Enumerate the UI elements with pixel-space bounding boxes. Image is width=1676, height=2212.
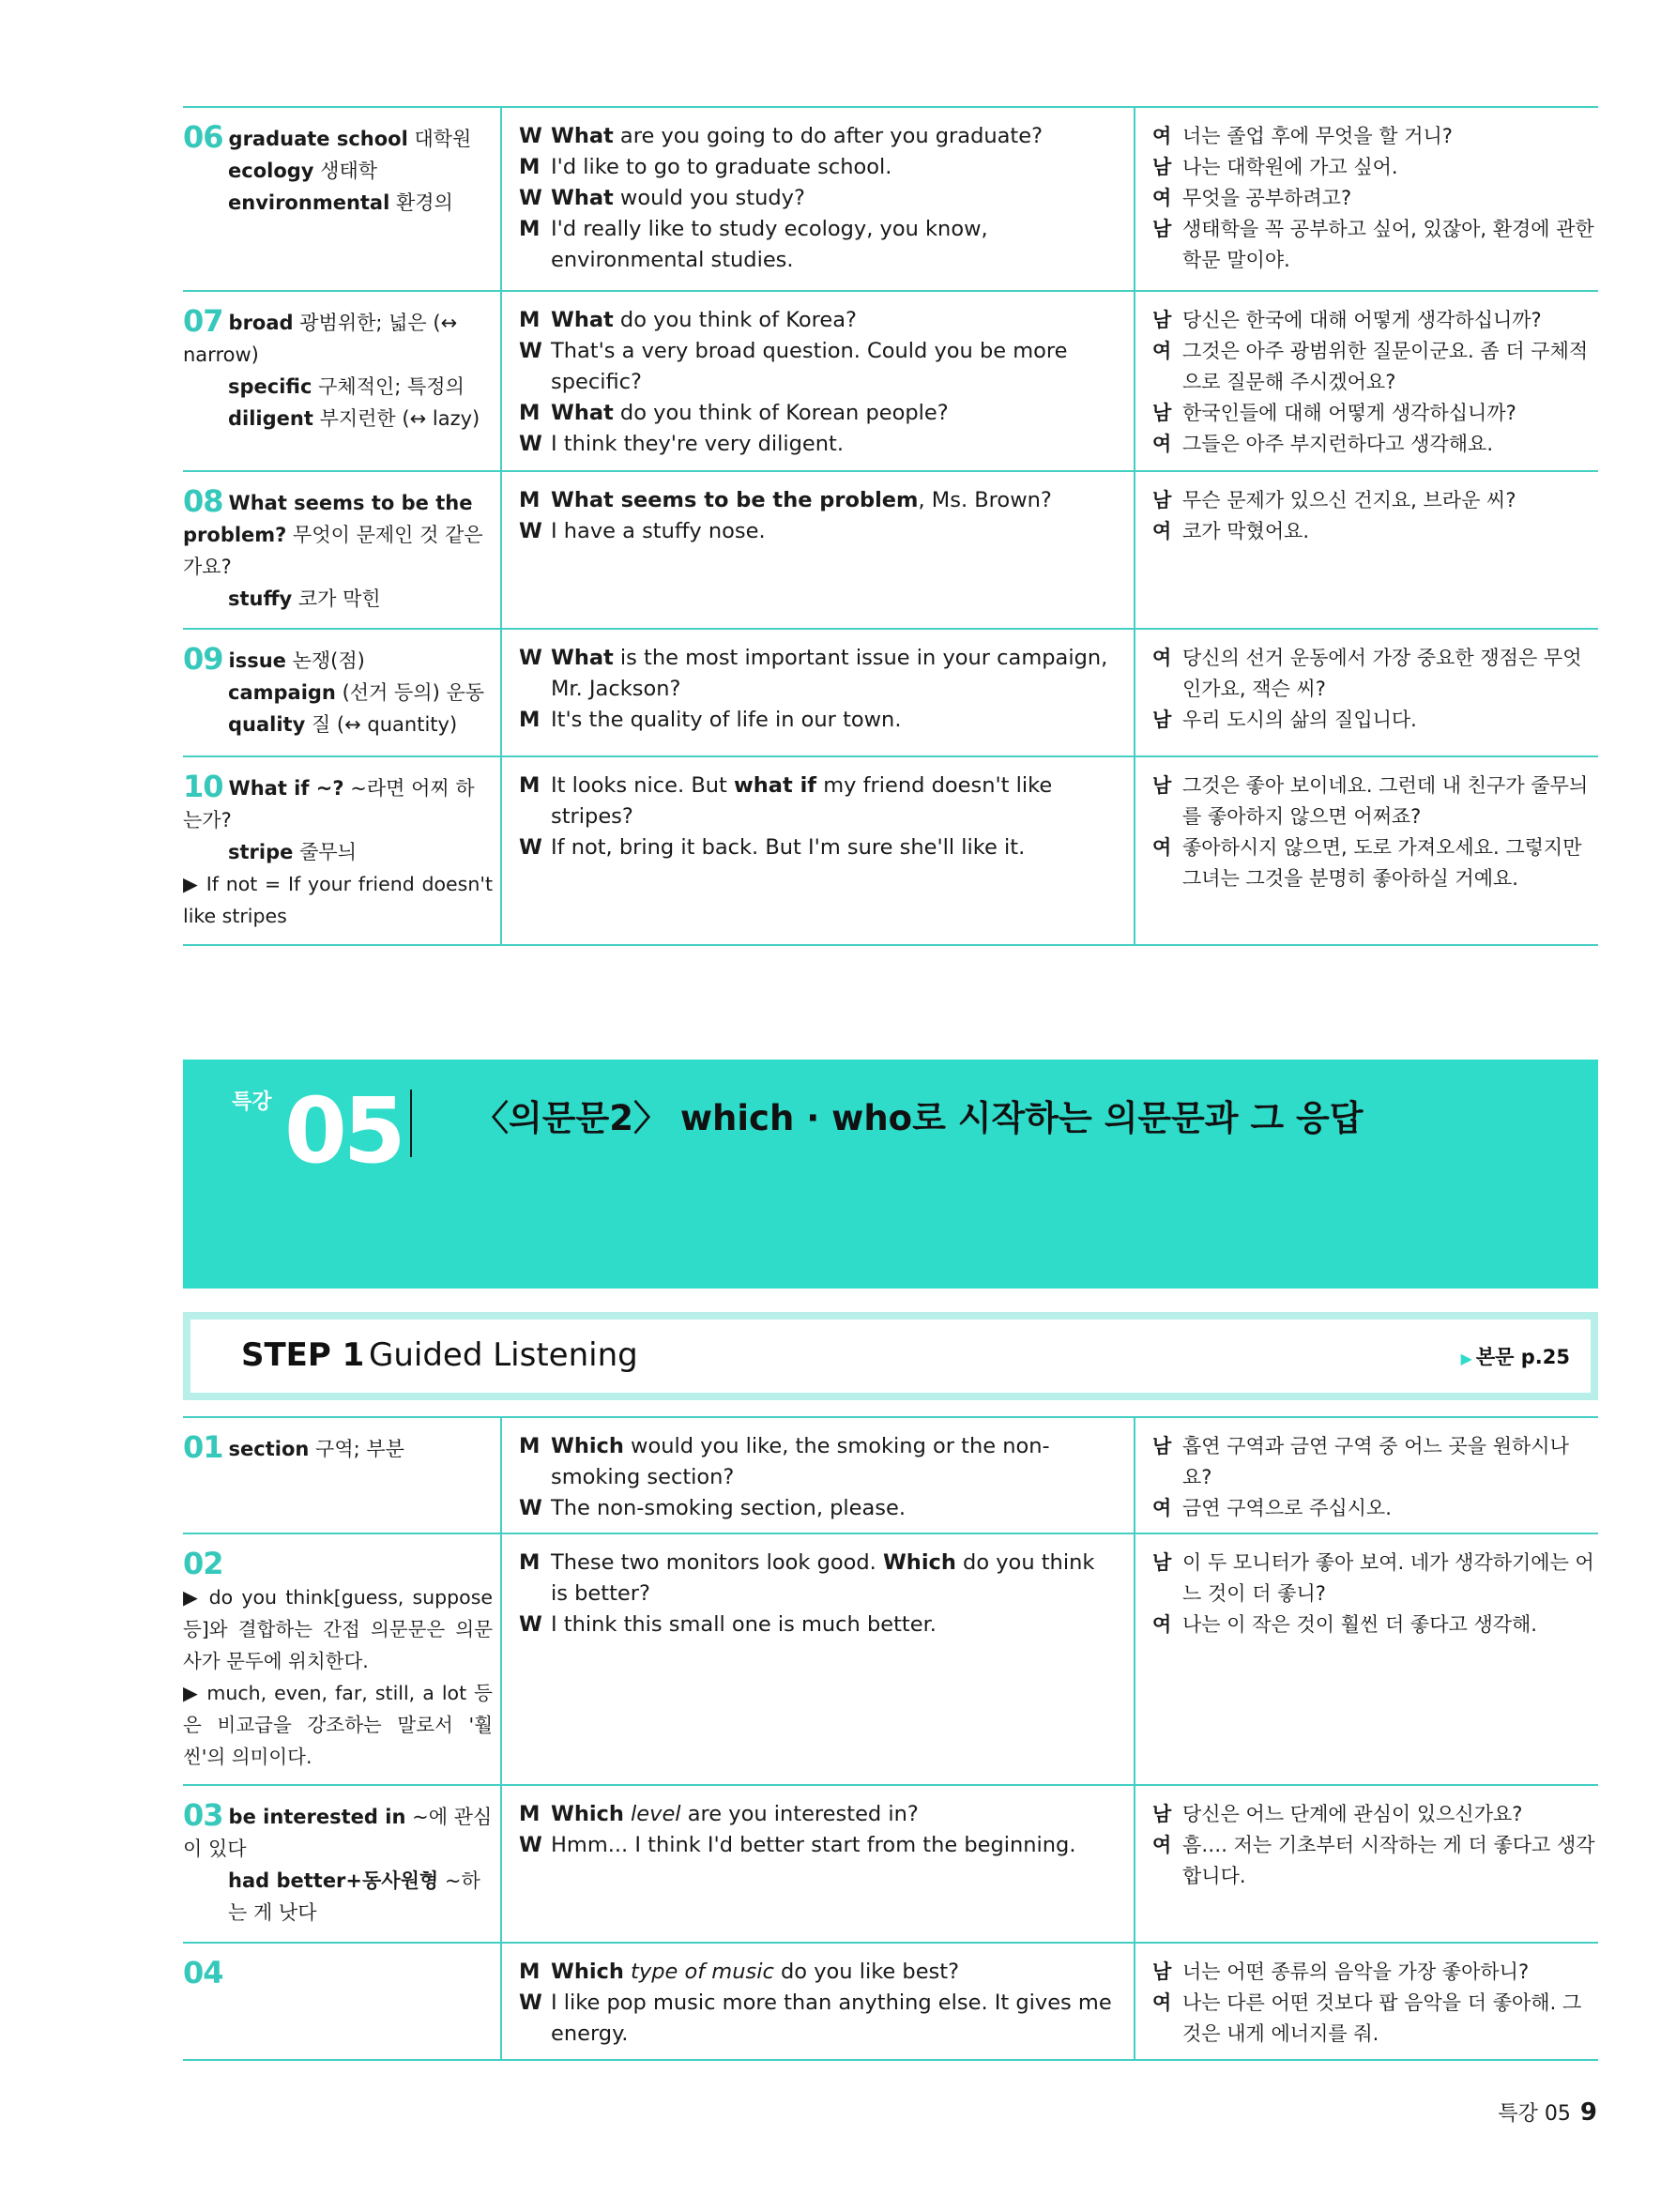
dialogue-cell: [502, 1944, 1135, 2059]
translation-text: 생태학을 꼭 공부하고 싶어, 있잖아, 환경에 관한 학문 말이야.: [1182, 218, 1594, 271]
dialogue-line: [519, 336, 1117, 398]
banner-number: 05: [284, 1078, 403, 1183]
speaker-label-ko: 여: [1152, 187, 1172, 209]
vocab-entry: [183, 155, 493, 187]
dialogue-text: [551, 1493, 1117, 1524]
dialogue-text: [551, 183, 1117, 214]
speaker-label: M: [519, 155, 541, 179]
vocab-meaning: (선거 등의) 운동: [342, 681, 485, 704]
speaker-label: M: [519, 773, 541, 798]
dialogue-line: [519, 398, 1117, 429]
vocab-meaning: 광범위한; 넓은 (↔ narrow): [183, 312, 458, 366]
dialogue-segment: If not, bring it back. But I'm sure she'll like it.: [551, 835, 1026, 860]
vocab-term: campaign: [228, 681, 336, 704]
translation-cell: [1135, 1418, 1598, 1533]
speaker-label: M: [519, 217, 541, 241]
item-number: 01: [183, 1429, 223, 1465]
translation-cell: [1135, 292, 1598, 470]
item-number: 04: [183, 1955, 223, 1991]
translation-line: [1152, 770, 1598, 832]
speaker-label-ko: 여: [1152, 340, 1172, 362]
translation-line: [1152, 1799, 1598, 1830]
vocab-term: issue: [228, 649, 286, 672]
table-row: [183, 1786, 1598, 1944]
banner-divider: [410, 1090, 412, 1157]
table-row: [183, 757, 1598, 946]
vocab-term: environmental: [228, 191, 390, 214]
dialogue-segment: I'd really like to study ecology, you know, environmental studies.: [551, 217, 988, 272]
vocab-entry: [183, 709, 493, 740]
dialogue-text: [551, 305, 1117, 336]
vocab-cell: [183, 1418, 502, 1533]
dialogue-line: [519, 305, 1117, 336]
speaker-label-ko: 여: [1152, 1613, 1172, 1636]
grammar-note: ▶ much, even, far, still, a lot 등은 비교급을 강조하는 말로서 '훨씬'의 의미이다.: [183, 1682, 493, 1768]
speaker-label: W: [519, 1496, 542, 1520]
translation-line: [1152, 1988, 1598, 2050]
speaker-label: W: [519, 1991, 542, 2015]
vocab-meaning: 코가 막힌: [297, 587, 381, 610]
dialogue-segment: are you interested in?: [680, 1802, 919, 1826]
vocab-entry: [183, 1865, 493, 1929]
translation-line: [1152, 1830, 1598, 1892]
dialogue-cell: [502, 1418, 1135, 1533]
dialogue-line: [519, 1988, 1117, 2050]
translation-text: 무엇을 공부하려고?: [1182, 187, 1352, 209]
dialogue-text: [551, 516, 1117, 547]
dialogue-line: [519, 1548, 1117, 1609]
speaker-label-ko: 여: [1152, 520, 1172, 542]
translation-line: [1152, 398, 1598, 429]
dialogue-line: [519, 1957, 1117, 1988]
vocab-term: section: [228, 1438, 310, 1460]
dialogue-line: [519, 1799, 1117, 1830]
dialogue-cell: [502, 108, 1135, 290]
translation-cell: [1135, 757, 1598, 944]
speaker-label-ko: 남: [1152, 1803, 1172, 1825]
vocab-term: had better+동사원형: [228, 1869, 439, 1892]
dialogue-cell: [502, 1786, 1135, 1942]
translation-text: 너는 졸업 후에 무엇을 할 거니?: [1182, 125, 1453, 147]
dialogue-segment: I think they're very diligent.: [551, 432, 845, 456]
translation-cell: [1135, 1944, 1598, 2059]
vocab-meaning: 줄무늬: [299, 841, 357, 863]
translation-text: 나는 다른 어떤 것보다 팝 음악을 더 좋아해. 그것은 내게 에너지를 줘.: [1182, 1991, 1582, 2045]
vocab-term: specific: [228, 375, 312, 398]
dialogue-line: [519, 1493, 1117, 1524]
dialogue-line: [519, 643, 1117, 705]
lesson-banner: [183, 1060, 1598, 1289]
dialogue-line: [519, 770, 1117, 832]
vocab-entry: [183, 312, 457, 366]
speaker-label-ko: 남: [1152, 156, 1172, 178]
vocab-term: broad: [228, 312, 294, 334]
translation-line: [1152, 485, 1598, 516]
translation-line: [1152, 643, 1598, 705]
translation-text: 그것은 좋아 보이네요. 그런데 내 친구가 줄무늬를 좋아하지 않으면 어쩌죠?: [1182, 774, 1589, 828]
dialogue-text: [551, 429, 1117, 460]
key-expression: Which: [882, 1550, 956, 1575]
dialogue-text: [551, 1830, 1117, 1861]
dialogue-line: [519, 429, 1117, 460]
speaker-label-ko: 남: [1152, 1960, 1172, 1983]
dialogue-segment: It's the quality of life in our town.: [551, 708, 902, 732]
key-expression: Which: [551, 1802, 624, 1826]
dialogue-line: [519, 183, 1117, 214]
item-number: 10: [183, 769, 223, 804]
dialogue-segment: my friend doesn't like stripes?: [551, 773, 1053, 829]
dialogue-segment: do you like best?: [773, 1960, 960, 1984]
translation-text: 그들은 아주 부지런하다고 생각해요.: [1182, 433, 1493, 455]
vocab-cell: [183, 472, 502, 628]
dialogue-line: [519, 1431, 1117, 1493]
vocab-meaning: 환경의: [395, 191, 453, 214]
speaker-label: W: [519, 432, 542, 456]
top-dialogue-table: [183, 106, 1598, 946]
translation-cell: [1135, 630, 1598, 755]
key-expression: What: [551, 401, 614, 425]
dialogue-segment: These two monitors look good.: [551, 1550, 883, 1575]
translation-text: 한국인들에 대해 어떻게 생각하십니까?: [1182, 402, 1516, 424]
speaker-label-ko: 남: [1152, 1435, 1172, 1457]
speaker-label-ko: 남: [1152, 774, 1172, 797]
key-expression: What: [551, 646, 614, 670]
speaker-label: W: [519, 1612, 542, 1637]
dialogue-text: [551, 643, 1117, 705]
speaker-label: W: [519, 186, 542, 210]
dialogue-segment: would you study?: [613, 186, 805, 210]
translation-text: 무슨 문제가 있으신 건지요, 브라운 씨?: [1182, 489, 1516, 511]
speaker-label-ko: 남: [1152, 489, 1172, 511]
vocab-meaning: 대학원: [414, 128, 472, 150]
speaker-label: M: [519, 1434, 541, 1458]
footer-label: 특강 05: [1498, 2102, 1571, 2126]
key-expression: What: [551, 186, 614, 210]
page-number: 9: [1579, 2098, 1597, 2127]
dialogue-text: [551, 1988, 1117, 2050]
item-number: 07: [183, 303, 223, 339]
table-row: [183, 472, 1598, 630]
dialogue-line: [519, 832, 1117, 863]
vocab-meaning: 부지런한 (↔ lazy): [319, 407, 480, 430]
dialogue-text: [551, 770, 1117, 832]
vocab-term: be interested in: [228, 1806, 406, 1828]
dialogue-segment: Hmm... I think I'd better start from the beginning.: [551, 1833, 1076, 1857]
vocab-term: quality: [228, 713, 306, 736]
translation-line: [1152, 183, 1598, 214]
translation-text: 당신의 선거 운동에서 가장 중요한 쟁점은 무엇인가요, 잭슨 씨?: [1182, 647, 1582, 700]
vocab-entry: [183, 777, 475, 831]
vocab-meaning: ~하는 게 낫다: [228, 1869, 480, 1924]
dialogue-line: [519, 1830, 1117, 1861]
speaker-label-ko: 여: [1152, 125, 1172, 147]
triangle-icon: ▶: [1460, 1350, 1472, 1367]
speaker-label-ko: 여: [1152, 433, 1172, 455]
translation-cell: [1135, 472, 1598, 628]
translation-cell: [1135, 1534, 1598, 1784]
dialogue-line: [519, 705, 1117, 736]
dialogue-text: [551, 1431, 1117, 1493]
dialogue-segment: That's a very broad question. Could you be more specific?: [551, 339, 1068, 394]
translation-line: [1152, 121, 1598, 152]
vocab-meaning: ~라면 어찌 하는가?: [183, 777, 475, 831]
dialogue-segment: do you think of Korean people?: [613, 401, 949, 425]
translation-text: 나는 대학원에 가고 싶어.: [1182, 156, 1398, 178]
vocab-meaning: 무엇이 문제인 것 같은가요?: [183, 524, 483, 578]
vocab-entry: [183, 583, 493, 615]
dialogue-text: [551, 832, 1117, 863]
dialogue-line: [519, 152, 1117, 183]
speaker-label-ko: 남: [1152, 309, 1172, 331]
dialogue-text: [551, 336, 1117, 398]
dialogue-segment: It looks nice. But: [551, 773, 734, 798]
translation-line: [1152, 1493, 1598, 1524]
dialogue-text: [551, 1548, 1117, 1609]
dialogue-cell: [502, 630, 1135, 755]
translation-text: 금연 구역으로 주십시오.: [1182, 1497, 1392, 1519]
vocab-meaning: 구역; 부분: [315, 1438, 404, 1460]
key-expression: What seems to be the problem: [551, 488, 919, 512]
dialogue-segment: do you think of Korea?: [613, 308, 857, 332]
translation-line: [1152, 832, 1598, 894]
speaker-label-ko: 여: [1152, 1497, 1172, 1519]
dialogue-text: [551, 121, 1117, 152]
translation-text: 좋아하시지 않으면, 도로 가져오세요. 그렇지만 그녀는 그것을 분명히 좋아하실 거예요.: [1182, 836, 1582, 890]
vocab-term: stuffy: [228, 587, 293, 610]
speaker-label: M: [519, 1550, 541, 1575]
vocab-term: What if ~?: [228, 777, 344, 800]
translation-text: 우리 도시의 삶의 질입니다.: [1182, 709, 1417, 731]
speaker-label-ko: 여: [1152, 836, 1172, 859]
blank-word: level: [623, 1802, 681, 1826]
vocab-cell: [183, 292, 502, 470]
dialogue-text: [551, 1957, 1117, 1988]
translation-line: [1152, 429, 1598, 460]
page-footer: [1498, 2098, 1597, 2127]
dialogue-text: [551, 152, 1117, 183]
dialogue-segment: The non-smoking section, please.: [551, 1496, 907, 1520]
key-expression: What: [551, 124, 614, 148]
translation-line: [1152, 214, 1598, 276]
vocab-meaning: 논쟁(점): [292, 649, 365, 672]
vocab-entry: [183, 403, 493, 435]
vocab-entry: [183, 677, 493, 709]
speaker-label-ko: 남: [1152, 218, 1172, 240]
speaker-label-ko: 여: [1152, 647, 1172, 669]
dialogue-text: [551, 705, 1117, 736]
vocab-cell: [183, 1534, 502, 1784]
dialogue-line: [519, 516, 1117, 547]
vocab-cell: [183, 1944, 502, 2059]
translation-line: [1152, 516, 1598, 547]
vocab-meaning: 구체적인; 특정의: [318, 375, 465, 398]
vocab-entry: [229, 649, 365, 672]
banner-title: 〈의문문2〉 which · who로 시작하는 의문문과 그 응답: [474, 1098, 1364, 1138]
translation-line: [1152, 305, 1598, 336]
step-label: STEP 1: [241, 1336, 365, 1374]
speaker-label: M: [519, 708, 541, 732]
translation-text: 흡연 구역과 금연 구역 중 어느 곳을 원하시나요?: [1182, 1435, 1569, 1488]
item-number: 08: [183, 483, 223, 519]
vocab-term: stripe: [228, 841, 294, 863]
translation-line: [1152, 152, 1598, 183]
vocab-cell: [183, 108, 502, 290]
dialogue-cell: [502, 757, 1135, 944]
speaker-label-ko: 남: [1152, 1551, 1172, 1574]
speaker-label: W: [519, 835, 542, 860]
speaker-label: W: [519, 646, 542, 670]
dialogue-line: [519, 1609, 1117, 1640]
vocab-entry: [183, 492, 483, 578]
translation-text: 이 두 모니터가 좋아 보여. 네가 생각하기에는 어느 것이 더 좋니?: [1182, 1551, 1594, 1605]
translation-text: 당신은 어느 단계에 관심이 있으신가요?: [1182, 1803, 1523, 1825]
vocab-meaning: 질 (↔ quantity): [311, 713, 458, 736]
dialogue-text: [551, 1799, 1117, 1830]
dialogue-cell: [502, 292, 1135, 470]
table-row: [183, 292, 1598, 472]
grammar-note: ▶ If not = If your friend doesn't like stripes: [183, 873, 493, 927]
step-subtitle: Guided Listening: [369, 1336, 638, 1374]
table-row: [183, 106, 1598, 292]
translation-text: 코가 막혔어요.: [1182, 520, 1310, 542]
vocab-entry: [229, 128, 472, 150]
speaker-label: M: [519, 1802, 541, 1826]
step-header: [183, 1312, 1598, 1400]
dialogue-segment: I'd like to go to graduate school.: [551, 155, 892, 179]
vocab-entry: [183, 836, 493, 868]
banner-tag: 특강: [232, 1091, 272, 1114]
table-row: [183, 630, 1598, 757]
dialogue-segment: , Ms. Brown?: [918, 488, 1052, 512]
item-number: 09: [183, 641, 223, 677]
dialogue-line: [519, 485, 1117, 516]
vocab-entry: [183, 1806, 492, 1860]
vocab-cell: [183, 630, 502, 755]
vocab-term: What seems to be the problem?: [183, 492, 473, 546]
dialogue-line: [519, 121, 1117, 152]
speaker-label-ko: 남: [1152, 709, 1172, 731]
table-row: [183, 1416, 1598, 1534]
dialogue-segment: is the most important issue in your campaign, Mr. Jackson?: [551, 646, 1108, 701]
vocab-term: ecology: [228, 160, 314, 182]
dialogue-cell: [502, 1534, 1135, 1784]
dialogue-segment: are you going to do after you graduate?: [613, 124, 1044, 148]
translation-line: [1152, 1957, 1598, 1988]
grammar-note: ▶ do you think[guess, suppose 등]와 결합하는 간접 의문문은 의문사가 문두에 위치한다.: [183, 1586, 493, 1672]
key-expression: what if: [734, 773, 817, 798]
vocab-entry: [229, 1438, 404, 1460]
bottom-dialogue-table: [183, 1416, 1598, 2061]
speaker-label: W: [519, 519, 542, 543]
translation-text: 당신은 한국에 대해 어떻게 생각하십니까?: [1182, 309, 1542, 331]
translation-line: [1152, 1548, 1598, 1609]
translation-text: 나는 이 작은 것이 훨씬 더 좋다고 생각해.: [1182, 1613, 1537, 1636]
speaker-label: W: [519, 339, 542, 363]
speaker-label: M: [519, 1960, 541, 1984]
translation-line: [1152, 705, 1598, 736]
table-row: [183, 1944, 1598, 2061]
item-number: 06: [183, 119, 223, 155]
dialogue-text: [551, 485, 1117, 516]
translation-line: [1152, 336, 1598, 398]
page-reference[interactable]: [1461, 1342, 1570, 1370]
speaker-label: W: [519, 124, 542, 148]
key-expression: Which: [551, 1434, 624, 1458]
dialogue-segment: I think this small one is much better.: [551, 1612, 937, 1637]
key-expression: Which: [551, 1960, 624, 1984]
dialogue-line: [519, 214, 1117, 276]
dialogue-segment: I have a stuffy nose.: [551, 519, 766, 543]
translation-cell: [1135, 1786, 1598, 1942]
dialogue-segment: do you think is better?: [551, 1550, 1095, 1606]
vocab-entry: [183, 187, 493, 219]
item-number: 02: [183, 1546, 223, 1581]
blank-word: type of music: [623, 1960, 774, 1984]
vocab-entry: [183, 371, 493, 403]
speaker-label-ko: 여: [1152, 1991, 1172, 2014]
vocab-meaning: ~에 관심이 있다: [183, 1806, 493, 1860]
dialogue-text: [551, 398, 1117, 429]
speaker-label: M: [519, 401, 541, 425]
vocab-cell: [183, 1786, 502, 1942]
speaker-label-ko: 여: [1152, 1834, 1172, 1856]
vocab-term: graduate school: [228, 128, 408, 150]
speaker-label: M: [519, 488, 541, 512]
vocab-term: diligent: [228, 407, 313, 430]
item-number: 03: [183, 1797, 223, 1833]
speaker-label: M: [519, 308, 541, 332]
page-reference-label: 본문 p.25: [1475, 1346, 1570, 1368]
translation-text: 너는 어떤 종류의 음악을 가장 좋아하니?: [1182, 1960, 1530, 1983]
translation-line: [1152, 1609, 1598, 1640]
vocab-meaning: 생태학: [320, 160, 378, 182]
vocab-cell: [183, 757, 502, 944]
table-row: [183, 1534, 1598, 1786]
translation-text: 흠…. 저는 기초부터 시작하는 게 더 좋다고 생각합니다.: [1182, 1834, 1595, 1887]
speaker-label-ko: 남: [1152, 402, 1172, 424]
translation-text: 그것은 아주 광범위한 질문이군요. 좀 더 구체적으로 질문해 주시겠어요?: [1182, 340, 1589, 393]
dialogue-text: [551, 214, 1117, 276]
dialogue-segment: I like pop music more than anything else. It gives me energy.: [551, 1991, 1112, 2046]
dialogue-segment: would you like, the smoking or the non-smoking section?: [551, 1434, 1050, 1489]
key-expression: What: [551, 308, 614, 332]
translation-line: [1152, 1431, 1598, 1493]
speaker-label: W: [519, 1833, 542, 1857]
dialogue-cell: [502, 472, 1135, 628]
dialogue-text: [551, 1609, 1117, 1640]
translation-cell: [1135, 108, 1598, 290]
